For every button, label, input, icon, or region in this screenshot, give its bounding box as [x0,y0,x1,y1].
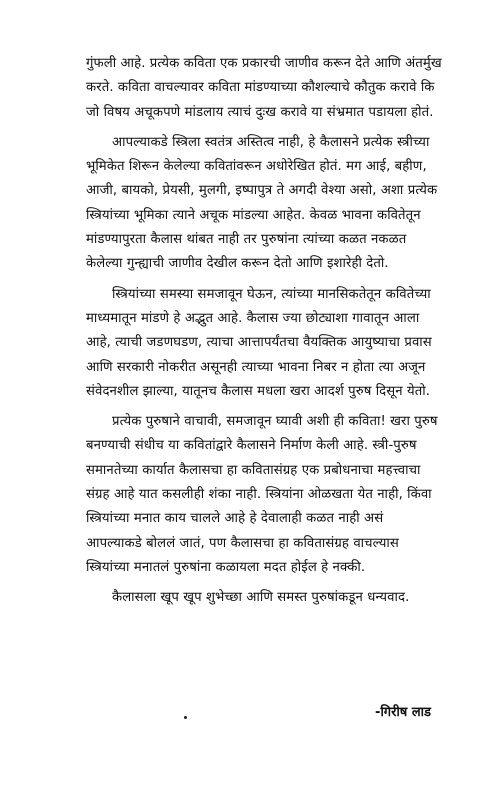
paragraph-1: गुंफली आहे. प्रत्येक कविता एक प्रकारची जाणीव करून देते आणि अंतर्मुख करते. कविता वाचल्यावर कविता मांडण्याच्या कौशल्याचे कौतुक करावे कि जो विषय अचूकपणे मांडलाय त्याचं दुःख करावे या संभ्रमात पडायला होतं. [86,56,442,120]
stray-ink-dot [184,716,187,719]
paragraph-5: कैलासला खूप खूप शुभेच्छा आणि समस्त पुरुषांकडून धन्यवाद. [112,590,410,606]
paragraph-3: स्त्रियांच्या समस्या समजावून घेऊन, त्यांच्या मानसिकतेतून कवितेच्या माध्यमातून मांडणे हे अद्भुत आहे. कैलास ज्या छोट्याशा गावातून आला आहे, त्याची जडणघडण, त्याचा आत्तापर्यंतचा वैयक्तिक आयुष्याचा प्रवास आणि सरकारी नोकरीत असूनही त्याच्या भावना निबर न होता त्या अजून संवेदनशील झाल्या, यातूनच कैलास मधला खरा आदर्श पुरुष दिसून येतो. [86,286,432,399]
author-signature: -गिरीष लाड [375,705,431,720]
paragraph-2: आपल्याकडे स्त्रिला स्वतंत्र अस्तित्व नाही, हे कैलासने प्रत्येक स्त्रीच्या भूमिकेत शिरून केलेल्या कवितांवरून अधोरेखित होतं. मग आई, बहीण, आजी, बायको, प्रेयसी, मुलगी, इष्पापुत्र ते अगदी वेश्या असो, अशा प्रत्येक स्त्रियांच्या भूमिका त्याने अचूक मांडल्या आहेत. केवळ भावना कवितेतून मांडण्यापुरता कैलास थांबत नाही तर पुरुषांना त्यांच्या कळत नकळत केलेल्या गुन्ह्याची जाणीव देखील करून देतो आणि इशारेही देतो. [86,134,438,272]
paragraph-4: प्रत्येक पुरुषाने वाचावी, समजावून घ्यावी अशी ही कविता! खरा पुरुष बनण्याची संधीच या कवितांद्वारे कैलासने निर्माण केली आहे. स्त्री-पुरुष समानतेच्या कार्यात कैलासचा हा कवितासंग्रह एक प्रबोधनाचा महत्त्वाचा संग्रह आहे यात कसलीही शंका नाही. स्त्रियांना ओळखता येत नाही, किंवा स्त्रियांच्या मनात काय चालले आहे हे देवालाही कळत नाही असं आपल्याकडे बोललं जातं, पण कैलासचा हा कवितासंग्रह वाचल्यास स्त्रियांच्या मनातलं पुरुषांना कळायला मदत होईल हे नक्की. [86,414,438,575]
